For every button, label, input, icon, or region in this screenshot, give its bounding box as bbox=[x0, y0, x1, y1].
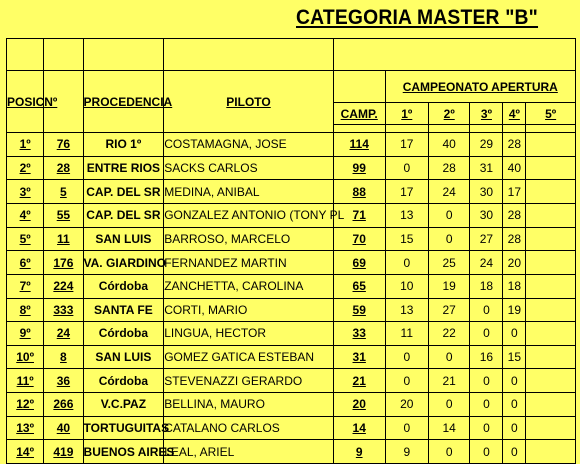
header-blank bbox=[164, 39, 334, 71]
cell-fecha-3: 0 bbox=[470, 322, 503, 346]
cell-procedencia: SAN LUIS bbox=[83, 345, 164, 369]
cell-posicion: 7º bbox=[7, 274, 44, 298]
cell-fecha-3: 24 bbox=[470, 251, 503, 275]
cell-fecha-5 bbox=[526, 322, 576, 346]
cell-piloto: CORTI, MARIO bbox=[164, 298, 334, 322]
cell-fecha-4: 20 bbox=[503, 251, 526, 275]
cell-numero: 224 bbox=[44, 274, 83, 298]
cell-fecha-3: 18 bbox=[470, 274, 503, 298]
cell-fecha-5 bbox=[526, 416, 576, 440]
header-blank bbox=[7, 39, 44, 71]
cell-fecha-4: 18 bbox=[503, 274, 526, 298]
cell-piloto: BELLINA, MAURO bbox=[164, 393, 334, 417]
cell-camp: 31 bbox=[333, 345, 385, 369]
header-blank bbox=[44, 39, 83, 71]
cell-fecha-2: 24 bbox=[429, 180, 470, 204]
cell-camp: 14 bbox=[333, 416, 385, 440]
cell-procedencia: RIO 1º bbox=[83, 133, 164, 157]
cell-fecha-5 bbox=[526, 345, 576, 369]
cell-piloto: MEDINA, ANIBAL bbox=[164, 180, 334, 204]
cell-fecha-1: 0 bbox=[385, 156, 428, 180]
cell-piloto: LEAL, ARIEL bbox=[164, 440, 334, 464]
cell-fecha-2: 0 bbox=[429, 393, 470, 417]
page-title: CATEGORIA MASTER "B" bbox=[296, 6, 539, 29]
cell-posicion: 12º bbox=[7, 393, 44, 417]
table-row bbox=[7, 322, 576, 346]
cell-piloto: CATALANO CARLOS bbox=[164, 416, 334, 440]
table-row bbox=[7, 393, 576, 417]
cell-posicion: 9º bbox=[7, 322, 44, 346]
cell-fecha-1: 17 bbox=[385, 133, 428, 157]
cell-procedencia: BUENOS AIRES bbox=[83, 440, 164, 464]
table-row bbox=[7, 298, 576, 322]
cell-piloto: COSTAMAGNA, JOSE bbox=[164, 133, 334, 157]
cell-fecha-1: 0 bbox=[385, 416, 428, 440]
cell-procedencia: Córdoba bbox=[83, 322, 164, 346]
table-row bbox=[7, 156, 576, 180]
cell-piloto: GONZALEZ ANTONIO (TONY PL bbox=[164, 204, 334, 228]
cell-fecha-4: 0 bbox=[503, 369, 526, 393]
cell-fecha-5 bbox=[526, 133, 576, 157]
table-row bbox=[7, 274, 576, 298]
cell-procedencia: Córdoba bbox=[83, 274, 164, 298]
cell-camp: 20 bbox=[333, 393, 385, 417]
cell-fecha-3: 0 bbox=[470, 393, 503, 417]
cell-numero: 24 bbox=[44, 322, 83, 346]
cell-camp: 69 bbox=[333, 251, 385, 275]
cell-posicion: 3º bbox=[7, 180, 44, 204]
standings-table bbox=[6, 38, 576, 464]
cell-camp: 99 bbox=[333, 156, 385, 180]
cell-procedencia: Córdoba bbox=[83, 369, 164, 393]
cell-fecha-1: 10 bbox=[385, 274, 428, 298]
cell-fecha-1: 0 bbox=[385, 251, 428, 275]
header-row-top bbox=[7, 71, 576, 103]
cell-posicion: 11º bbox=[7, 369, 44, 393]
col-header-fecha-1: 1º bbox=[385, 103, 428, 125]
cell-posicion: 4º bbox=[7, 204, 44, 228]
cell-fecha-1: 13 bbox=[385, 204, 428, 228]
cell-posicion: 6º bbox=[7, 251, 44, 275]
cell-posicion: 2º bbox=[7, 156, 44, 180]
cell-camp: 21 bbox=[333, 369, 385, 393]
cell-fecha-3: 0 bbox=[470, 298, 503, 322]
col-header-procedencia: PROCEDENCIA bbox=[83, 71, 164, 133]
col-header-fecha-4: 4º bbox=[503, 103, 526, 125]
table-row bbox=[7, 133, 576, 157]
cell-piloto: LINGUA, HECTOR bbox=[164, 322, 334, 346]
cell-piloto: SACKS CARLOS bbox=[164, 156, 334, 180]
cell-fecha-3: 0 bbox=[470, 416, 503, 440]
cell-fecha-5 bbox=[526, 251, 576, 275]
cell-fecha-4: 28 bbox=[503, 227, 526, 251]
cell-fecha-2: 19 bbox=[429, 274, 470, 298]
cell-fecha-2: 0 bbox=[429, 345, 470, 369]
cell-fecha-1: 0 bbox=[385, 345, 428, 369]
cell-procedencia: SAN LUIS bbox=[83, 227, 164, 251]
cell-fecha-4: 0 bbox=[503, 440, 526, 464]
cell-fecha-4: 40 bbox=[503, 156, 526, 180]
col-header-fecha-3: 3º bbox=[470, 103, 503, 125]
cell-numero: 76 bbox=[44, 133, 83, 157]
cell-fecha-2: 0 bbox=[429, 204, 470, 228]
cell-fecha-4: 28 bbox=[503, 133, 526, 157]
cell-numero: 36 bbox=[44, 369, 83, 393]
cell-procedencia: ENTRE RIOS bbox=[83, 156, 164, 180]
cell-fecha-5 bbox=[526, 204, 576, 228]
header-blank bbox=[470, 125, 503, 133]
cell-numero: 5 bbox=[44, 180, 83, 204]
cell-camp: 59 bbox=[333, 298, 385, 322]
cell-fecha-5 bbox=[526, 274, 576, 298]
cell-fecha-2: 40 bbox=[429, 133, 470, 157]
header-blank bbox=[503, 125, 526, 133]
cell-numero: 266 bbox=[44, 393, 83, 417]
cell-numero: 8 bbox=[44, 345, 83, 369]
cell-fecha-3: 0 bbox=[470, 440, 503, 464]
cell-numero: 176 bbox=[44, 251, 83, 275]
cell-fecha-2: 28 bbox=[429, 156, 470, 180]
cell-fecha-3: 30 bbox=[470, 204, 503, 228]
cell-posicion: 5º bbox=[7, 227, 44, 251]
cell-posicion: 13º bbox=[7, 416, 44, 440]
table-row bbox=[7, 180, 576, 204]
cell-fecha-3: 27 bbox=[470, 227, 503, 251]
cell-fecha-2: 0 bbox=[429, 440, 470, 464]
cell-fecha-1: 15 bbox=[385, 227, 428, 251]
standings-body bbox=[7, 133, 576, 464]
cell-fecha-4: 17 bbox=[503, 180, 526, 204]
cell-procedencia: TORTUGUITAS bbox=[83, 416, 164, 440]
cell-fecha-4: 0 bbox=[503, 322, 526, 346]
cell-fecha-5 bbox=[526, 298, 576, 322]
header-spacer-row bbox=[7, 39, 576, 71]
cell-fecha-1: 11 bbox=[385, 322, 428, 346]
col-header-fecha-5: 5º bbox=[526, 103, 576, 125]
cell-fecha-1: 17 bbox=[385, 180, 428, 204]
cell-fecha-4: 19 bbox=[503, 298, 526, 322]
table-row bbox=[7, 204, 576, 228]
cell-fecha-5 bbox=[526, 156, 576, 180]
cell-fecha-5 bbox=[526, 227, 576, 251]
cell-piloto: GOMEZ GATICA ESTEBAN bbox=[164, 345, 334, 369]
header-blank bbox=[333, 125, 385, 133]
header-blank bbox=[526, 125, 576, 133]
cell-fecha-1: 0 bbox=[385, 369, 428, 393]
cell-fecha-3: 29 bbox=[470, 133, 503, 157]
col-header-campeonato-apertura: CAMPEONATO APERTURA bbox=[385, 71, 575, 103]
table-row bbox=[7, 440, 576, 464]
cell-numero: 11 bbox=[44, 227, 83, 251]
cell-fecha-3: 31 bbox=[470, 156, 503, 180]
cell-procedencia: CAP. DEL SR bbox=[83, 204, 164, 228]
cell-fecha-3: 16 bbox=[470, 345, 503, 369]
table-row bbox=[7, 345, 576, 369]
table-row bbox=[7, 369, 576, 393]
header-blank bbox=[333, 71, 385, 103]
cell-numero: 419 bbox=[44, 440, 83, 464]
header-blank bbox=[429, 125, 470, 133]
cell-fecha-3: 0 bbox=[470, 369, 503, 393]
cell-fecha-2: 14 bbox=[429, 416, 470, 440]
cell-fecha-2: 25 bbox=[429, 251, 470, 275]
cell-fecha-3: 30 bbox=[470, 180, 503, 204]
cell-posicion: 1º bbox=[7, 133, 44, 157]
cell-camp: 70 bbox=[333, 227, 385, 251]
table-row bbox=[7, 251, 576, 275]
cell-fecha-1: 13 bbox=[385, 298, 428, 322]
cell-camp: 9 bbox=[333, 440, 385, 464]
cell-posicion: 8º bbox=[7, 298, 44, 322]
cell-fecha-5 bbox=[526, 180, 576, 204]
cell-posicion: 10º bbox=[7, 345, 44, 369]
col-header-camp: CAMP. bbox=[333, 103, 385, 125]
cell-fecha-4: 28 bbox=[503, 204, 526, 228]
cell-fecha-1: 9 bbox=[385, 440, 428, 464]
cell-fecha-4: 15 bbox=[503, 345, 526, 369]
cell-fecha-4: 0 bbox=[503, 393, 526, 417]
cell-posicion: 14º bbox=[7, 440, 44, 464]
cell-procedencia: V.C.PAZ bbox=[83, 393, 164, 417]
cell-piloto: BARROSO, MARCELO bbox=[164, 227, 334, 251]
table-row bbox=[7, 227, 576, 251]
cell-numero: 333 bbox=[44, 298, 83, 322]
header-blank bbox=[333, 39, 575, 71]
cell-procedencia: VA. GIARDINO bbox=[83, 251, 164, 275]
col-header-fecha-2: 2º bbox=[429, 103, 470, 125]
cell-camp: 71 bbox=[333, 204, 385, 228]
col-header-numero: Nº bbox=[44, 71, 83, 133]
cell-fecha-1: 20 bbox=[385, 393, 428, 417]
cell-fecha-2: 27 bbox=[429, 298, 470, 322]
cell-piloto: FERNANDEZ MARTIN bbox=[164, 251, 334, 275]
cell-fecha-5 bbox=[526, 369, 576, 393]
cell-fecha-4: 0 bbox=[503, 416, 526, 440]
header-blank bbox=[385, 125, 428, 133]
cell-piloto: ZANCHETTA, CAROLINA bbox=[164, 274, 334, 298]
cell-fecha-5 bbox=[526, 440, 576, 464]
cell-procedencia: SANTA FE bbox=[83, 298, 164, 322]
col-header-piloto: PILOTO bbox=[164, 71, 334, 133]
cell-numero: 40 bbox=[44, 416, 83, 440]
cell-fecha-2: 0 bbox=[429, 227, 470, 251]
cell-fecha-5 bbox=[526, 393, 576, 417]
col-header-posicion: POSIC bbox=[7, 71, 44, 133]
cell-numero: 55 bbox=[44, 204, 83, 228]
cell-piloto: STEVENAZZI GERARDO bbox=[164, 369, 334, 393]
header-blank bbox=[83, 39, 164, 71]
cell-procedencia: CAP. DEL SR bbox=[83, 180, 164, 204]
cell-camp: 114 bbox=[333, 133, 385, 157]
table-row bbox=[7, 416, 576, 440]
cell-camp: 88 bbox=[333, 180, 385, 204]
cell-camp: 33 bbox=[333, 322, 385, 346]
cell-fecha-2: 21 bbox=[429, 369, 470, 393]
cell-camp: 65 bbox=[333, 274, 385, 298]
cell-numero: 28 bbox=[44, 156, 83, 180]
cell-fecha-2: 22 bbox=[429, 322, 470, 346]
